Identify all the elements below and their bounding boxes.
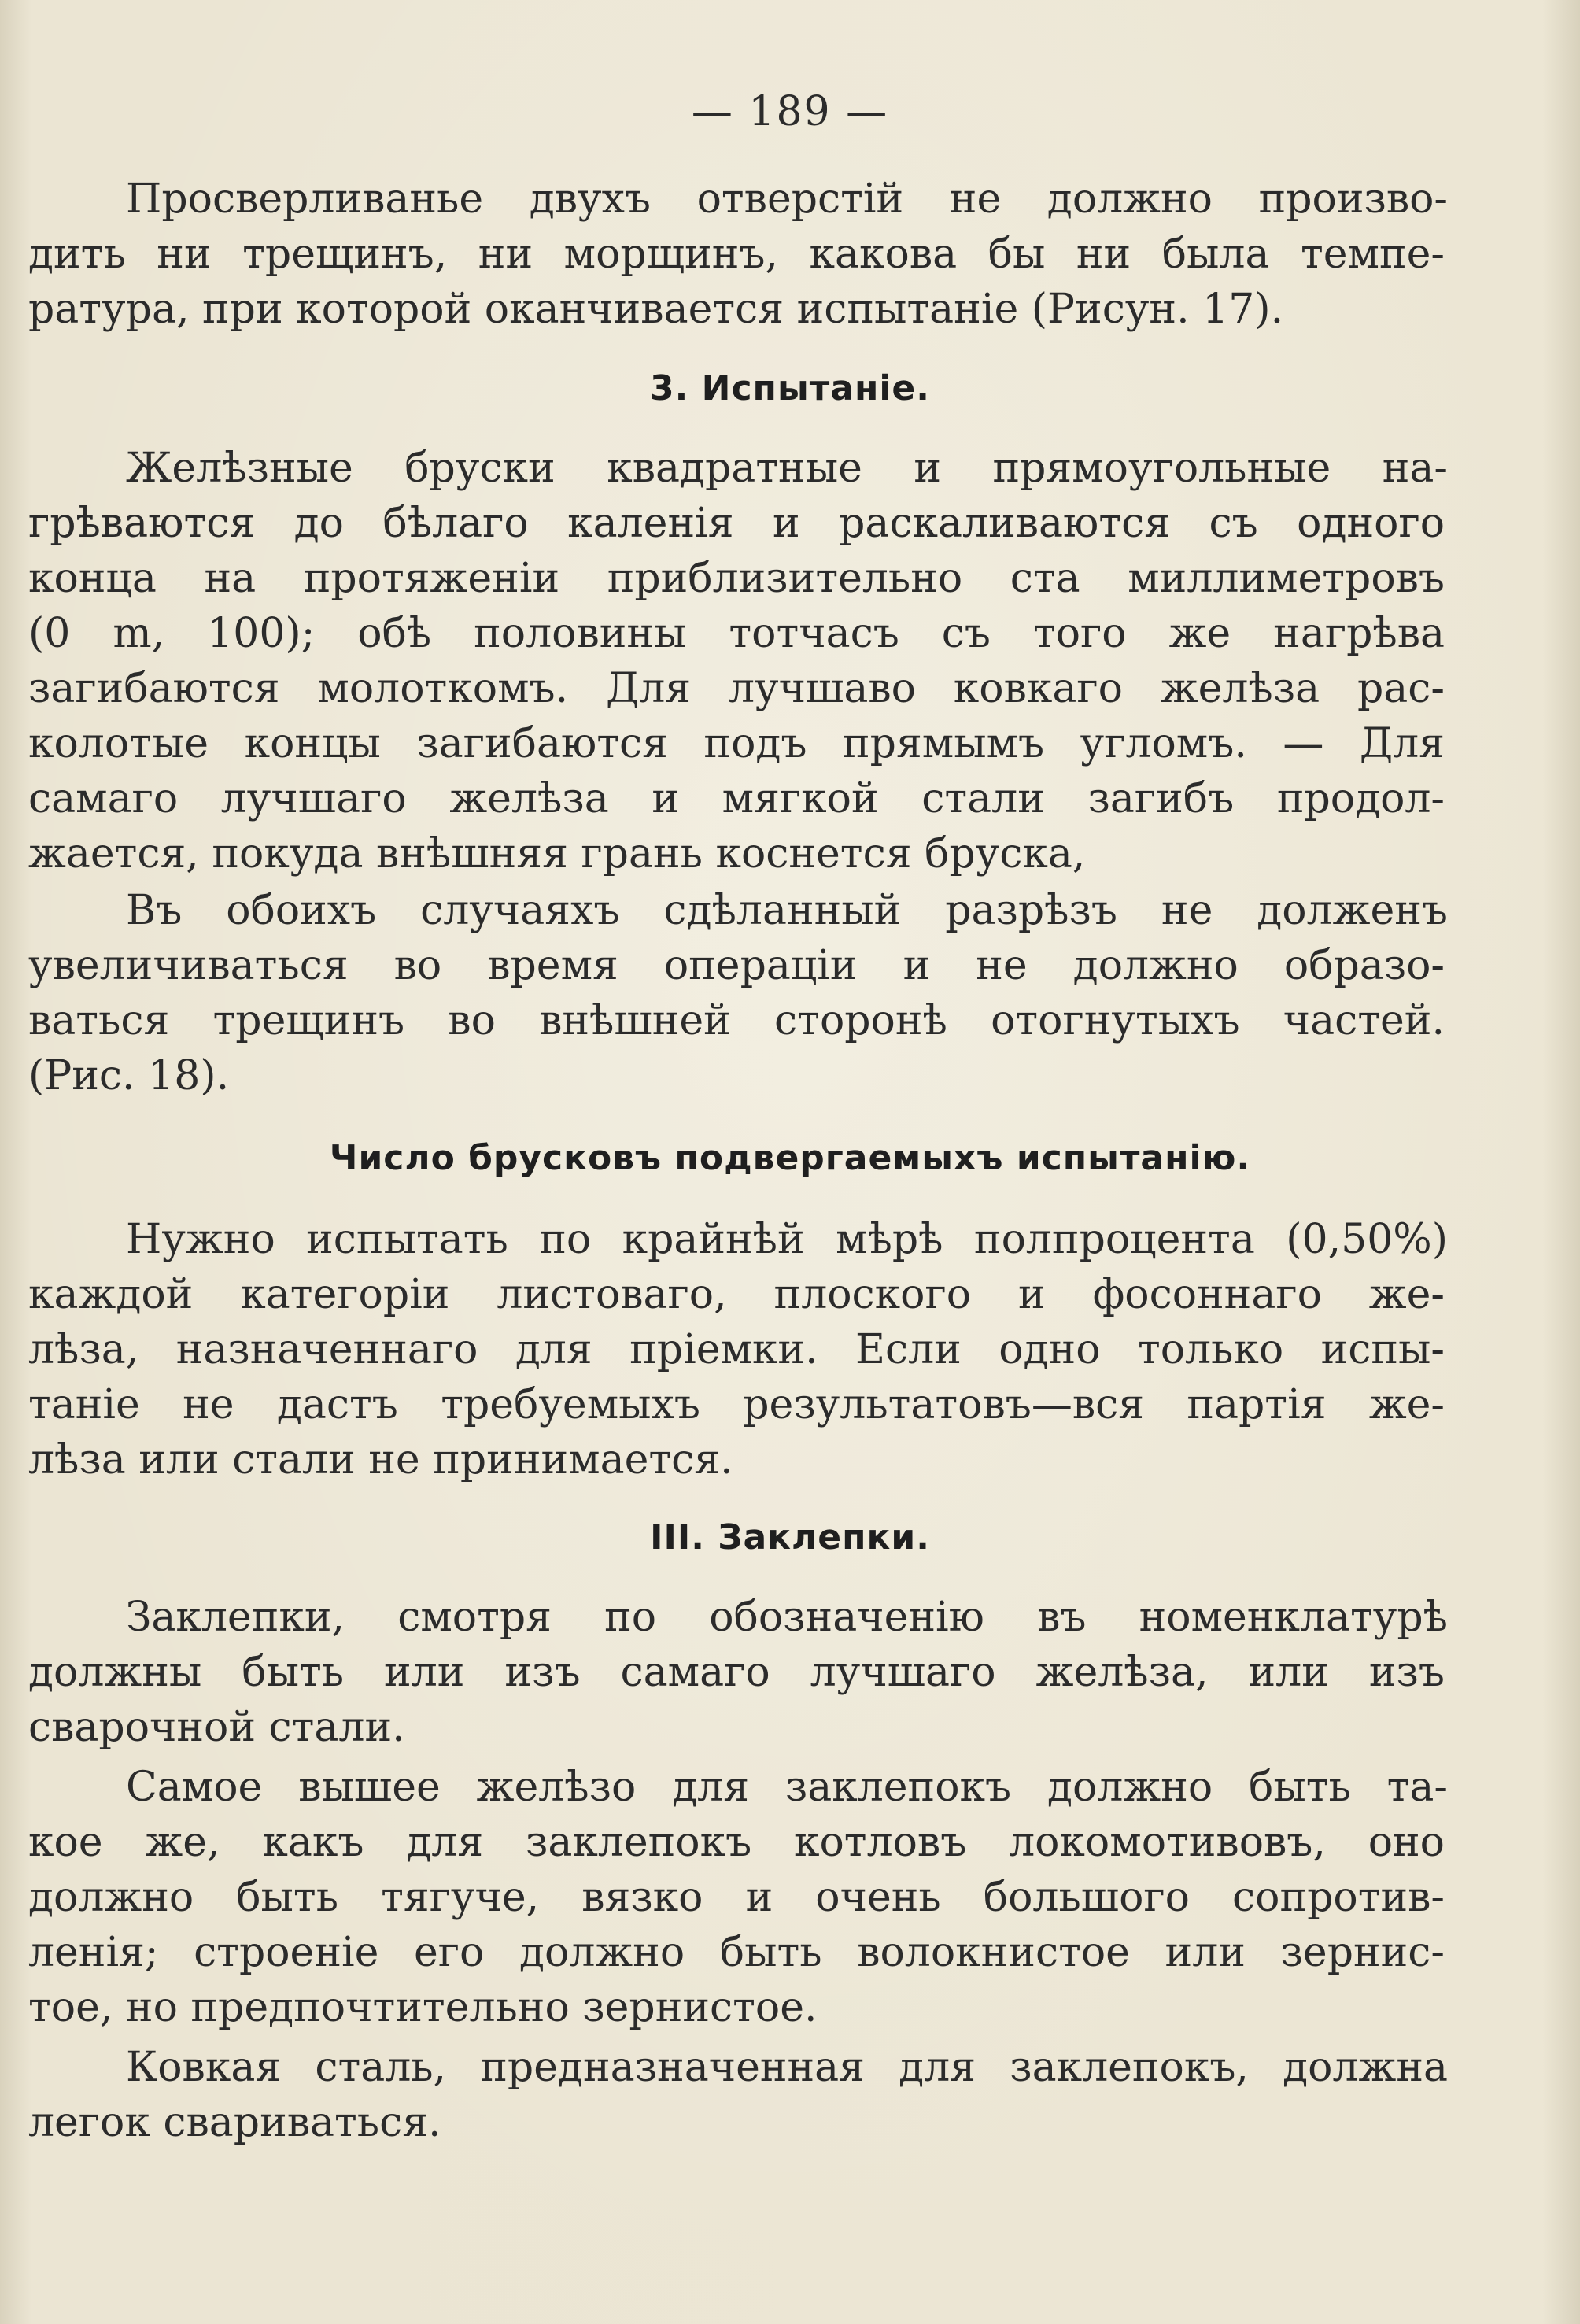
text-line: колотые концы загибаются подъ прямымъ угломъ. — Для	[28, 720, 1445, 767]
section-heading-rivets: III. Заклепки.	[650, 1517, 930, 1557]
text-line: легок свариваться.	[28, 2099, 441, 2146]
paragraph-rivets-steel	[126, 2040, 1448, 2095]
text-line: (0 m, 100); обѣ половины тотчасъ съ того же нагрѣва	[28, 610, 1445, 657]
paragraph-rivets-steel-cont	[28, 2095, 1445, 2150]
text-line: должно быть тягуче, вязко и очень большого сопротив-	[28, 1874, 1445, 1921]
paragraph-cut	[126, 883, 1448, 938]
paragraph-bars-heating	[126, 441, 1448, 496]
paragraph-percent-cont	[28, 1267, 1445, 1487]
paragraph-percent	[126, 1212, 1448, 1267]
paragraph-rivets-iron	[126, 1760, 1448, 1815]
text-line: конца на протяженіи приблизительно ста миллиметровъ	[28, 555, 1445, 602]
text-line: ленія; строеніе его должно быть волокнистое или зернис-	[28, 1929, 1445, 1976]
text-line: Заклепки, смотря по обозначенію въ номенклатурѣ	[126, 1594, 1448, 1641]
text-line: Ковкая сталь, предназначенная для заклепокъ, должна	[126, 2044, 1448, 2091]
text-line: должны быть или изъ самаго лучшаго желѣза, или изъ	[28, 1649, 1445, 1696]
page-number: — 189 —	[691, 88, 889, 135]
text-line: Нужно испытать по крайнѣй мѣрѣ полпроцента (0,50%)	[126, 1216, 1448, 1263]
text-line: самаго лучшаго желѣза и мягкой стали загибъ продол-	[28, 775, 1445, 822]
section-heading-bar-count: Число брусковъ подвергаемыхъ испытанію.	[329, 1138, 1251, 1178]
paragraph-cut-cont	[28, 938, 1445, 1103]
text-line: каждой категоріи листоваго, плоского и фосоннаго же-	[28, 1271, 1445, 1318]
text-line: кое же, какъ для заклепокъ котловъ локомотивовъ, оно	[28, 1819, 1445, 1866]
text-line: (Рис. 18).	[28, 1052, 230, 1099]
text-line: Самое вышее желѣзо для заклепокъ должно быть та-	[126, 1764, 1448, 1811]
text-line: грѣваются до бѣлаго каленія и раскаливаются съ одного	[28, 500, 1445, 547]
text-line: жается, покуда внѣшняя грань коснется бруска,	[28, 830, 1086, 878]
text-line: ратура, при которой оканчивается испытаніе (Рисун. 17).	[28, 286, 1284, 333]
text-line: тое, но предпочтительно зернистое.	[28, 1984, 818, 2031]
text-line: сварочной стали.	[28, 1704, 405, 1751]
text-line: лѣза, назначеннаго для пріемки. Если одно только испы-	[28, 1326, 1445, 1373]
paragraph-rivets-iron-cont	[28, 1815, 1445, 2035]
paragraph-drilling	[126, 172, 1448, 227]
text-line: лѣза или стали не принимается.	[28, 1436, 733, 1483]
text-line: Желѣзные бруски квадратные и прямоугольные на-	[126, 445, 1448, 492]
paragraph-rivets-material-cont	[28, 1645, 1445, 1755]
text-line: дить ни трещинъ, ни морщинъ, какова бы ни была темпе-	[28, 231, 1445, 278]
text-line: таніе не дастъ требуемыхъ результатовъ—вся партія же-	[28, 1381, 1445, 1428]
paragraph-bars-heating-cont	[28, 496, 1445, 881]
text-line: Просверливанье двухъ отверстій не должно произво-	[126, 176, 1448, 223]
section-heading-test: 3. Испытаніе.	[650, 368, 930, 408]
text-line: увеличиваться во время операціи и не должно образо-	[28, 942, 1445, 989]
text-line: Въ обоихъ случаяхъ сдѣланный разрѣзъ не долженъ	[126, 887, 1448, 934]
text-line: ваться трещинъ во внѣшней сторонѣ отогнутыхъ частей.	[28, 997, 1445, 1044]
text-line: загибаются молоткомъ. Для лучшаво ковкаго желѣза рас-	[28, 665, 1445, 712]
paragraph-rivets-material	[126, 1590, 1448, 1645]
paragraph-drilling-cont	[28, 227, 1445, 337]
